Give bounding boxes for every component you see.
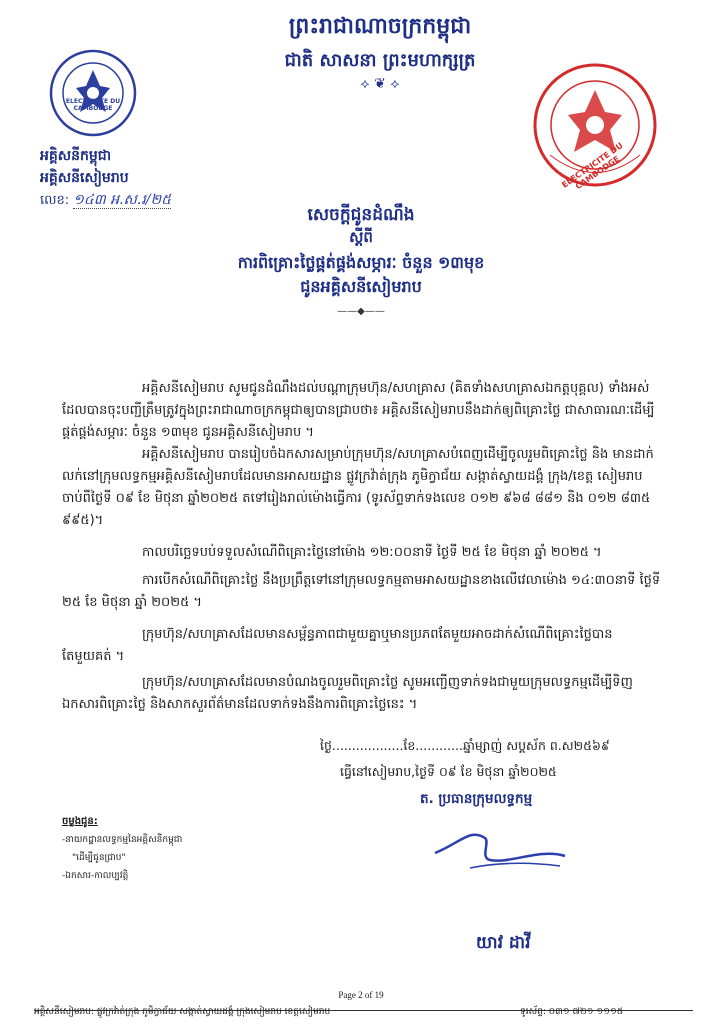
seal-left-text: ELECTRICITE DU CAMBODGE <box>65 98 121 112</box>
motto-header: ជាតិ សាសនា ព្រះមហាក្សត្រ <box>284 50 476 71</box>
footer-address: អគ្គិសនីសៀមរាប: ផ្លូវក្រវ៉ាត់ក្រុង ភូមិក្វាជ័យ សង្កាត់ស្វាយដង្គំ ក្រុងសៀមរាប ខេត្តសៀមរាប <box>34 1007 331 1017</box>
notice-recipient: ជូនអគ្គិសនីសៀមរាប <box>300 277 422 296</box>
cc-item: -ឯកសារ-កាលប្បវត្តិ <box>62 871 129 881</box>
dateline-lunar: ថ្ងៃ..................ខែ............ឆ្នាំម្សាញ់ សប្តស័ក ព.ស២៥៦៩ <box>320 738 610 753</box>
cc-title: ចម្លងជូន: <box>62 816 98 827</box>
reference-value: ១៤៣ អ.ស.រ/២៥ <box>73 192 171 208</box>
kingdom-header: ព្រះរាជាណាចក្រកម្ពុជា <box>288 14 472 39</box>
seal-right-text: ELECTRICITE DU CAMBODGE <box>560 140 625 192</box>
paragraph-affiliation: ក្រុមហ៊ុន/សហគ្រាសដែលមានសម្ព័ន្ធភាពជាមួយគ្នាឬមានប្រភពតែមួយអាចដាក់សំណើពិគ្រោះថ្លៃបាន តែមួយគត់ ។ <box>62 627 613 664</box>
reference-label: លេខ: <box>40 193 70 208</box>
org-branch: អគ្គិសនីសៀមរាប <box>40 170 129 186</box>
title-divider: ——◆—— <box>337 306 385 317</box>
signature <box>430 818 570 878</box>
page-number: Page 2 of 19 <box>338 990 384 1000</box>
signer-role: ត. ប្រធានក្រុមលទ្ធកម្ម <box>420 791 533 807</box>
notice-title: សេចក្តីជូនដំណឹង <box>307 205 415 225</box>
org-name: អគ្គិសនីកម្ពុជា <box>40 148 112 164</box>
footer-phone: ទូរស័ព្ទ: ០៣១ ៧២១ ១១១៥ <box>520 1007 624 1017</box>
paragraph-deadline: កាលបរិច្ឆេទបប់ទទួលសំណើពិគ្រោះថ្លៃនៅម៉ោង ១២:០០នាទី ថ្ងៃទី ២៥ ខែ មិថុនា ឆ្នាំ ២០២៥ ។ <box>142 545 602 560</box>
notice-subject-label: ស្តីពី <box>349 228 373 246</box>
paragraph-documents: អគ្គិសនីសៀមរាប បានរៀបចំឯកសារសម្រាប់ក្រុមហ៊ុន/សហគ្រាសបំពេញដើម្បីចូលរួមពិគ្រោះថ្លៃ និង មានដាក់ លក់នៅក្រុមលទ្ធកម្មអគ្គិសនីសៀមរាបដែលមានអាសយដ្ឋាន ផ្លូវក្រវ៉ាត់ក្រុង ភូមិក្វាជ័យ សង្កាត់ស្វាយដង្គំ ក្រុង/ខេត្ត សៀមរាប ចាប់ពីថ្ងៃទី ០៩ ខែ មិថុនា ឆ្នាំ២០២៥ តទៅរៀងរាល់ម៉ោងធ្វើការ (ទូរស័ព្ទទាក់ទងលេខ ០១២ ៩៦៨ ៨៨១ និង ០១២ ៨៣៥ ៩៩៥)។ <box>62 447 654 528</box>
signer-name: យាវ ដាវី <box>476 933 531 953</box>
paragraph-intro: អគ្គិសនីសៀមរាប សូមជូនដំណឹងដល់បណ្តាក្រុមហ៊ុន/សហគ្រាស (គិតទាំងសហគ្រាសឯកត្តបុគ្គល) ទាំងអស់ ដែលបានចុះបញ្ជីត្រឹមត្រូវក្នុងព្រះរាជាណាចក្រកម្ពុជាឲ្យបានជ្រាបថា៖ អគ្គិសនីសៀមរាបនឹងដាក់ឲ្យពិគ្រោះថ្លៃ ជាសាធារណៈដើម្បីផ្គត់ផ្គង់សម្ភារៈ ចំនួន ១៣មុខ ជូនអគ្គិសនីសៀមរាប ។ <box>62 381 655 440</box>
reference-number <box>40 190 171 211</box>
edc-seal-left <box>48 48 138 138</box>
cc-item: -នាយកដ្ឋានលទ្ធកម្មនៃអគ្គិសនីកម្ពុជា <box>62 835 183 845</box>
cc-item: "ដើម្បីជូនជ្រាប" <box>72 853 126 863</box>
header-ornament: ⟡ ❦ ⟡ <box>360 76 400 92</box>
notice-subject: ការពិគ្រោះថ្លៃផ្គត់ផ្គង់សម្ភារៈ ចំនួន ១៣មុខ <box>237 253 485 272</box>
paragraph-opening: ការបើកសំណើពិគ្រោះថ្លៃ នឹងប្រព្រឹត្តទៅនៅក្រុមលទ្ធកម្មតាមអាសយដ្ឋានខាងលើវេលាម៉ោង ១៤:៣០នាទី ថ្ងៃទី ២៥ ខែ មិថុនា ឆ្នាំ ២០២៥ ។ <box>62 573 661 610</box>
dateline-solar: ធ្វើនៅសៀមរាប,ថ្ងៃទី ០៩ ខែ មិថុនា ឆ្នាំ២០២៥ <box>340 764 557 779</box>
paragraph-contact: ក្រុមហ៊ុន/សហគ្រាសដែលមានបំណងចូលរួមពិគ្រោះថ្លៃ សូមអញ្ជើញទាក់ទងជាមួយក្រុមលទ្ធកម្មដើម្បីទិញ ឯកសារពិគ្រោះថ្លៃ និងសាកសួរព័ត៌មានដែលទាក់ទងនឹងការពិគ្រោះថ្លៃនេះ ។ <box>62 675 633 712</box>
